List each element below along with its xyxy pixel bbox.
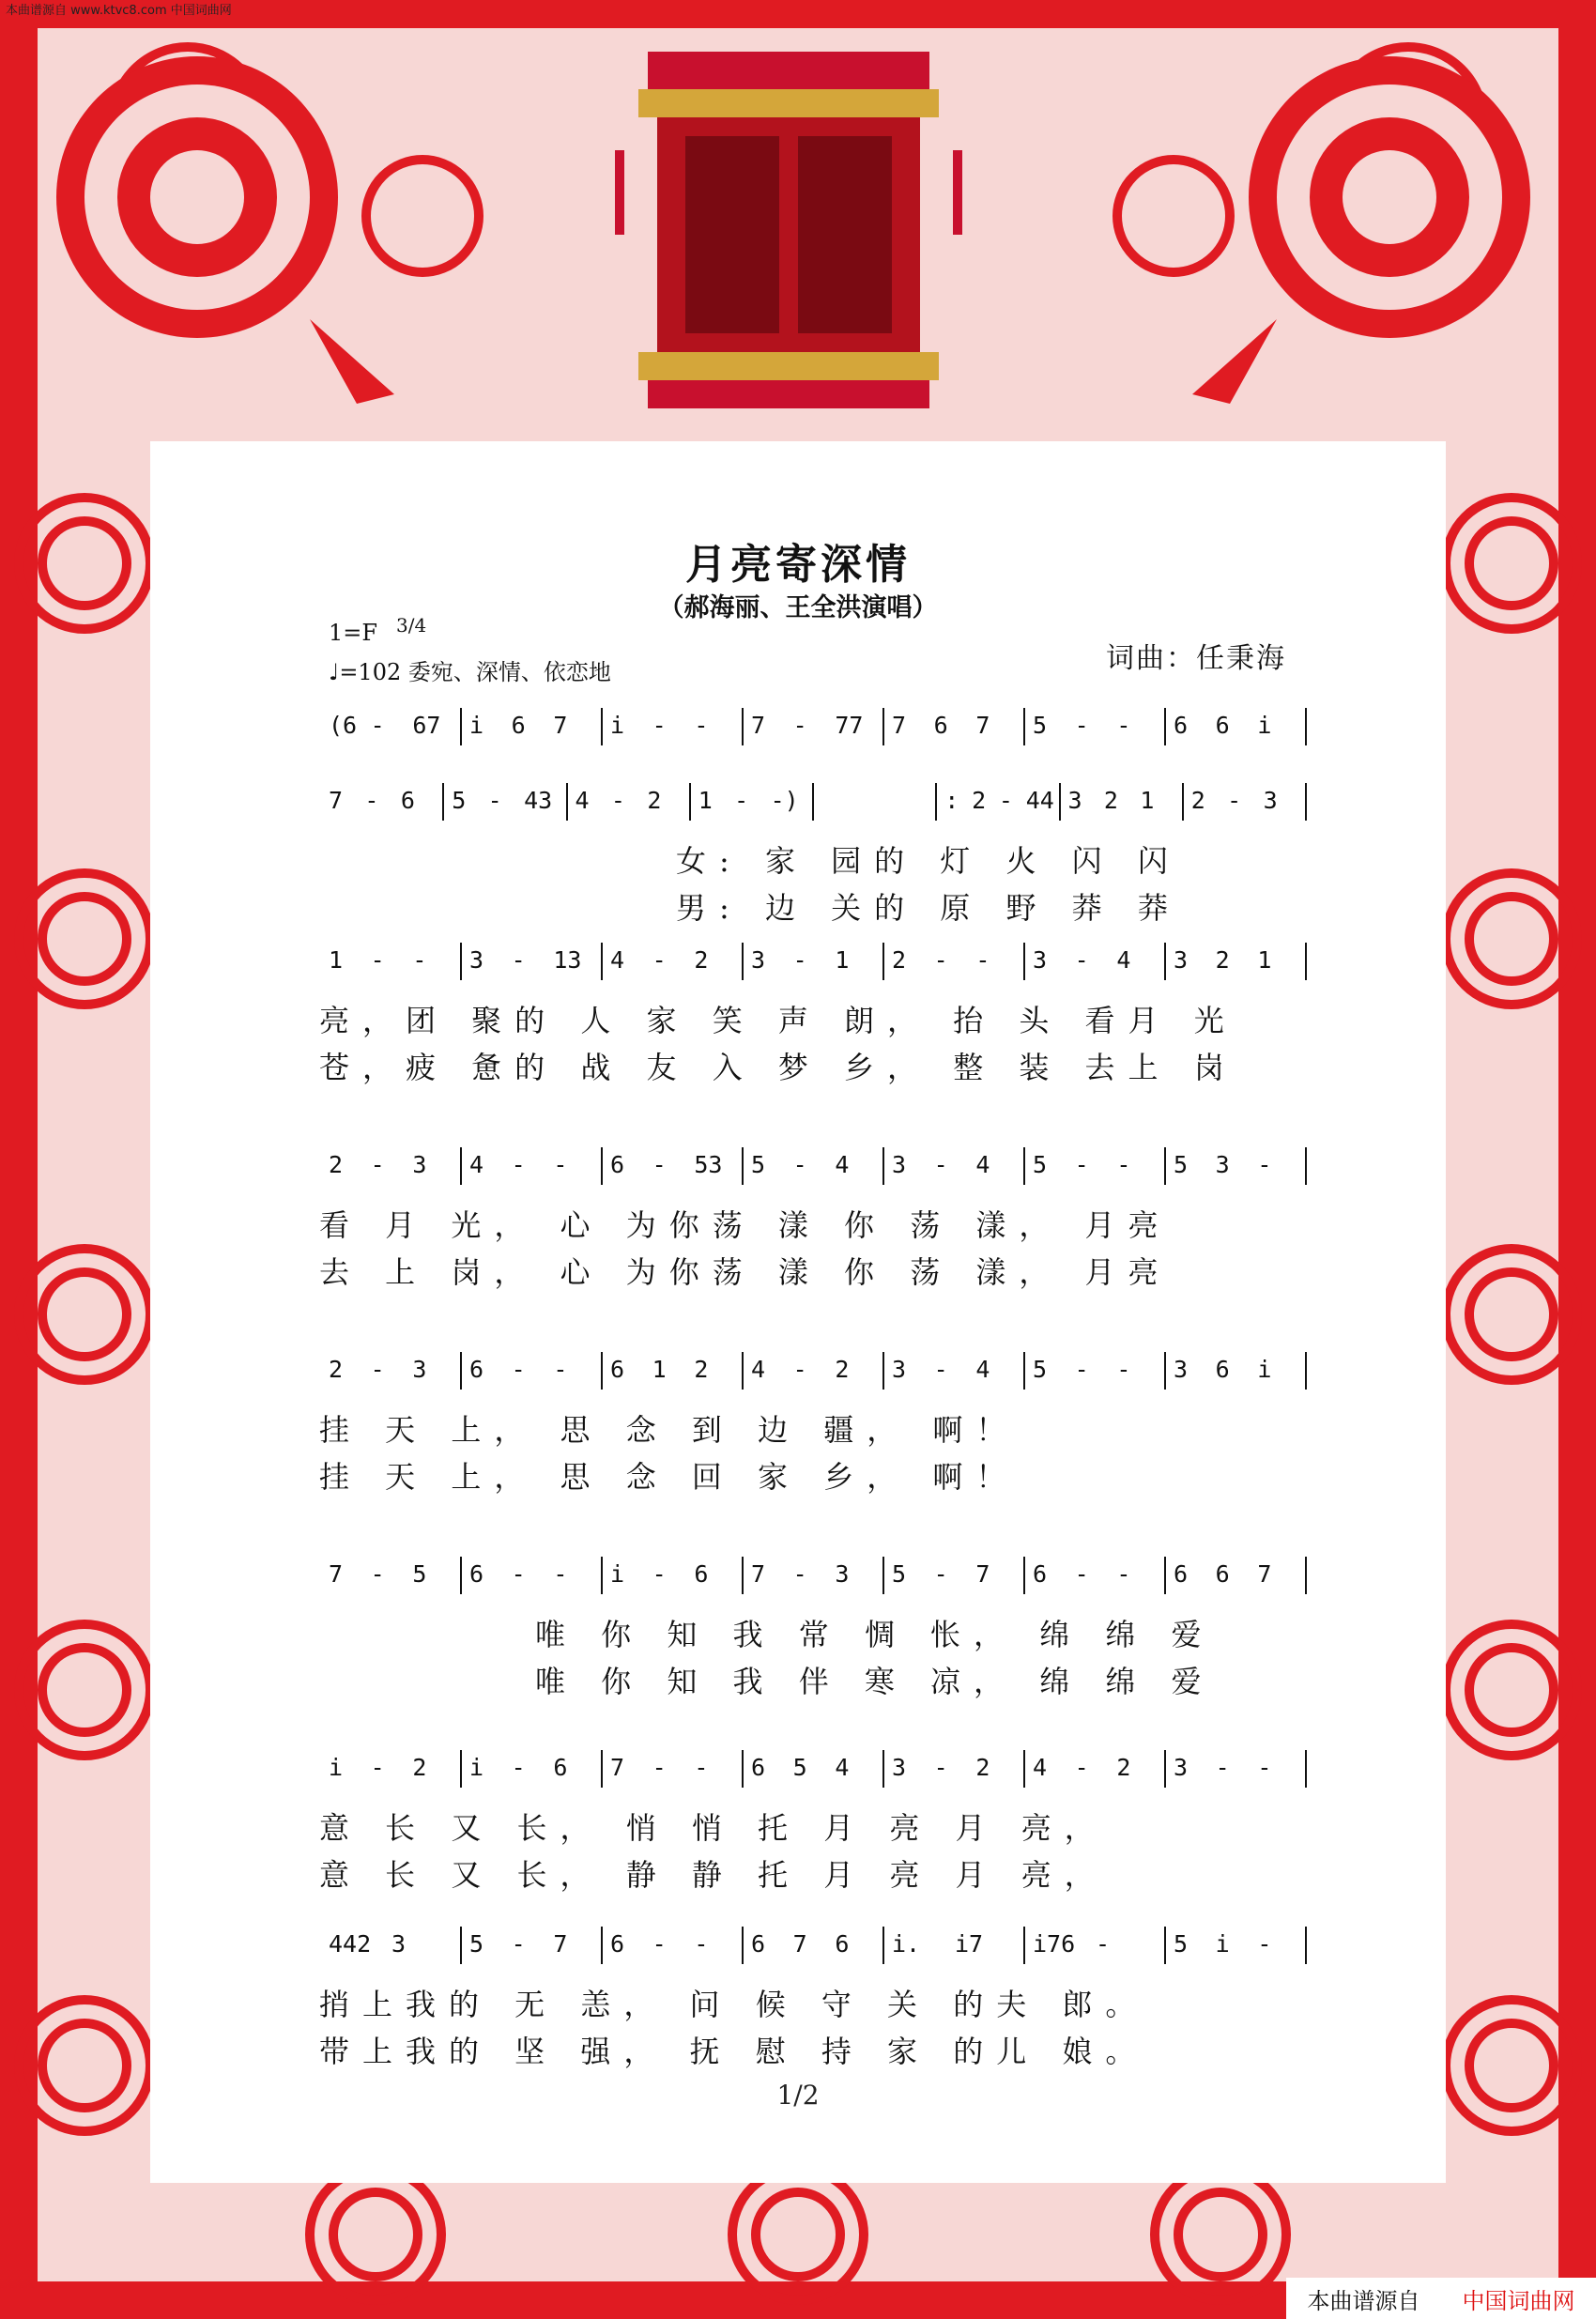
note: - bbox=[1096, 1930, 1111, 1958]
barline bbox=[742, 708, 744, 745]
note: 6 bbox=[610, 1151, 625, 1178]
notation-row bbox=[319, 1746, 1465, 1789]
barline bbox=[601, 943, 603, 980]
note: - bbox=[511, 1930, 526, 1958]
barline bbox=[460, 1557, 462, 1594]
barline bbox=[689, 783, 691, 821]
note: - bbox=[1074, 1356, 1089, 1383]
barline bbox=[935, 783, 937, 821]
lyric-line: 挂 天 上， 思 念 回 家 乡， 啊！ bbox=[319, 1459, 1020, 1495]
note: - bbox=[553, 1151, 568, 1178]
barline bbox=[742, 943, 744, 980]
note: - bbox=[933, 1356, 948, 1383]
barline bbox=[1164, 1927, 1166, 1964]
note: 7 bbox=[329, 787, 344, 814]
note: - bbox=[652, 712, 667, 739]
note: 3 bbox=[1174, 1356, 1189, 1383]
note: 3 bbox=[892, 1754, 907, 1781]
note: i bbox=[610, 712, 625, 739]
note: 5 bbox=[1174, 1151, 1189, 1178]
note: - bbox=[1074, 712, 1089, 739]
note: - bbox=[511, 946, 526, 974]
note: - bbox=[1116, 1560, 1131, 1588]
note: 7 bbox=[751, 712, 766, 739]
barline bbox=[882, 1557, 884, 1594]
barline bbox=[566, 783, 568, 821]
note: 1 bbox=[1140, 787, 1155, 814]
note: 2 bbox=[1190, 787, 1205, 814]
note: i bbox=[610, 1560, 625, 1588]
barline bbox=[601, 1352, 603, 1390]
note: i bbox=[469, 712, 484, 739]
note: 3 bbox=[412, 1151, 427, 1178]
barline bbox=[1305, 1750, 1307, 1788]
note: i. bbox=[892, 1930, 921, 1958]
barline bbox=[1023, 1750, 1025, 1788]
barline bbox=[442, 783, 444, 821]
note: - bbox=[1227, 787, 1242, 814]
note: 5 bbox=[469, 1930, 484, 1958]
note: 1 bbox=[698, 787, 713, 814]
note: 4 bbox=[610, 946, 625, 974]
note: 7 bbox=[329, 1560, 344, 1588]
note: - bbox=[511, 1754, 526, 1781]
note: - bbox=[734, 787, 749, 814]
barline bbox=[1023, 1352, 1025, 1390]
note: - bbox=[1116, 1356, 1131, 1383]
note: 6 bbox=[751, 1754, 766, 1781]
key-signature: 1=F bbox=[329, 620, 378, 646]
note: 77 bbox=[835, 712, 864, 739]
barline bbox=[1305, 708, 1307, 745]
barline bbox=[1164, 708, 1166, 745]
notation-row bbox=[319, 939, 1465, 982]
note: 7 bbox=[610, 1754, 625, 1781]
barline bbox=[1164, 1557, 1166, 1594]
note: - bbox=[511, 1560, 526, 1588]
note: - bbox=[370, 712, 385, 739]
note: 3 bbox=[391, 1930, 407, 1958]
note: i bbox=[1257, 712, 1272, 739]
note: 44 bbox=[1025, 787, 1054, 814]
barline bbox=[742, 1557, 744, 1594]
barline bbox=[882, 1147, 884, 1185]
note: 4 bbox=[975, 1151, 990, 1178]
note: - bbox=[1074, 946, 1089, 974]
note: - bbox=[792, 712, 807, 739]
note: - bbox=[694, 1754, 709, 1781]
note: 6 bbox=[610, 1356, 625, 1383]
note: - bbox=[370, 1356, 385, 1383]
barline bbox=[601, 1147, 603, 1185]
barline bbox=[460, 1147, 462, 1185]
note: - bbox=[511, 1151, 526, 1178]
notation-row bbox=[319, 779, 1465, 822]
note: 442 bbox=[329, 1930, 372, 1958]
lyric-line: 看 月 光， 心 为你荡 漾 你 荡 漾， 月亮 bbox=[319, 1207, 1172, 1243]
note: - bbox=[1116, 712, 1131, 739]
lyric-line: 苍，疲 惫的 战 友 入 梦 乡， 整 装 去上 岗 bbox=[319, 1050, 1237, 1085]
note: 7 bbox=[975, 712, 990, 739]
note: 7 bbox=[553, 1930, 568, 1958]
note: 6 bbox=[610, 1930, 625, 1958]
note: i bbox=[1257, 1356, 1272, 1383]
note: 6 bbox=[1215, 712, 1230, 739]
note: 53 bbox=[694, 1151, 723, 1178]
barline bbox=[882, 943, 884, 980]
barline bbox=[601, 1750, 603, 1788]
note: - bbox=[1257, 1151, 1272, 1178]
barline bbox=[882, 1750, 884, 1788]
note: 2 bbox=[892, 946, 907, 974]
barline bbox=[1023, 1927, 1025, 1964]
note: - bbox=[412, 946, 427, 974]
barline bbox=[1164, 943, 1166, 980]
note: 6 bbox=[751, 1930, 766, 1958]
note: - bbox=[792, 946, 807, 974]
barline bbox=[1305, 1927, 1307, 1964]
note: - bbox=[553, 1560, 568, 1588]
note: 3 bbox=[1033, 946, 1048, 974]
note: 6 bbox=[1174, 1560, 1189, 1588]
note: 4 bbox=[1116, 946, 1131, 974]
barline bbox=[601, 1557, 603, 1594]
note: - bbox=[652, 1560, 667, 1588]
note: - bbox=[1116, 1151, 1131, 1178]
note: 3 bbox=[469, 946, 484, 974]
barline bbox=[1023, 1557, 1025, 1594]
note: - bbox=[792, 1151, 807, 1178]
notation-row bbox=[319, 1553, 1465, 1596]
note: - bbox=[364, 787, 379, 814]
note: 2 bbox=[1116, 1754, 1131, 1781]
note: - bbox=[652, 1754, 667, 1781]
note: 5 bbox=[792, 1754, 807, 1781]
tempo-marking: ♩=102 委宛、深情、依恋地 bbox=[329, 659, 611, 685]
lyric-line: 男: 边 关的 原 野 莽 莽 bbox=[676, 890, 1181, 926]
footer-site-name: 中国词曲网 bbox=[1462, 2287, 1575, 2314]
note: 6 bbox=[1033, 1560, 1048, 1588]
barline bbox=[1305, 943, 1307, 980]
credit-line: 词曲：任秉海 bbox=[1106, 642, 1286, 675]
note: - bbox=[998, 787, 1013, 814]
note: - bbox=[933, 946, 948, 974]
performers: （郝海丽、王全洪演唱） bbox=[658, 593, 938, 622]
note: - bbox=[1257, 1754, 1272, 1781]
note: 2 bbox=[1215, 946, 1230, 974]
barline bbox=[460, 708, 462, 745]
note: 3 bbox=[1215, 1151, 1230, 1178]
note: 67 bbox=[412, 712, 441, 739]
note: 3 bbox=[1174, 946, 1189, 974]
note: - bbox=[652, 946, 667, 974]
note: 5 bbox=[751, 1151, 766, 1178]
barline bbox=[460, 1927, 462, 1964]
note: - bbox=[1257, 1930, 1272, 1958]
note: 2 bbox=[694, 1356, 709, 1383]
lyric-line: 女: 家 园的 灯 火 闪 闪 bbox=[676, 843, 1181, 879]
barline bbox=[812, 783, 814, 821]
note: 3 bbox=[412, 1356, 427, 1383]
note: 6 bbox=[400, 787, 415, 814]
note: - bbox=[694, 1930, 709, 1958]
note: i bbox=[469, 1754, 484, 1781]
barline bbox=[1305, 1557, 1307, 1594]
barline bbox=[882, 1927, 884, 1964]
note: 2 bbox=[975, 1754, 990, 1781]
barline bbox=[601, 1927, 603, 1964]
barline bbox=[1305, 1352, 1307, 1390]
note: i bbox=[329, 1754, 344, 1781]
note: - bbox=[370, 1151, 385, 1178]
note: 7 bbox=[1257, 1560, 1272, 1588]
note: 3 bbox=[1067, 787, 1082, 814]
lyric-line: 挂 天 上， 思 念 到 边 疆， 啊！ bbox=[319, 1412, 1020, 1448]
barline bbox=[1023, 943, 1025, 980]
page-number: 1/2 bbox=[776, 2080, 820, 2111]
note: - bbox=[487, 787, 502, 814]
barline bbox=[1182, 783, 1184, 821]
note: i76 bbox=[1033, 1930, 1076, 1958]
note: 3 bbox=[751, 946, 766, 974]
note: 5 bbox=[412, 1560, 427, 1588]
note: 3 bbox=[892, 1356, 907, 1383]
note: 4 bbox=[975, 1356, 990, 1383]
note: - bbox=[1215, 1754, 1230, 1781]
note: 2 bbox=[694, 946, 709, 974]
note: - bbox=[370, 1754, 385, 1781]
barline bbox=[742, 1147, 744, 1185]
note: - bbox=[370, 1560, 385, 1588]
barline bbox=[1059, 783, 1061, 821]
note: 6 bbox=[511, 712, 526, 739]
note: - bbox=[1074, 1560, 1089, 1588]
barline bbox=[1023, 708, 1025, 745]
song-title: 月亮寄深情 bbox=[685, 541, 911, 589]
note: 6 bbox=[1215, 1356, 1230, 1383]
note: 6 bbox=[1174, 712, 1189, 739]
note: 3 bbox=[835, 1560, 850, 1588]
note: - bbox=[652, 1930, 667, 1958]
score-sheet bbox=[150, 441, 1446, 2183]
note: 3 bbox=[1174, 1754, 1189, 1781]
time-signature: 3/4 bbox=[396, 614, 427, 637]
note: - bbox=[511, 1356, 526, 1383]
note: 6 bbox=[933, 712, 948, 739]
note: - bbox=[933, 1151, 948, 1178]
note: - bbox=[652, 1151, 667, 1178]
barline bbox=[1023, 1147, 1025, 1185]
note: 6 bbox=[469, 1560, 484, 1588]
note: 7 bbox=[975, 1560, 990, 1588]
note: - bbox=[694, 712, 709, 739]
barline bbox=[1164, 1147, 1166, 1185]
note: 1 bbox=[835, 946, 850, 974]
note: 2 bbox=[329, 1151, 344, 1178]
lyric-line: 捎上我的 无 恙， 问 候 守 关 的夫 郎。 bbox=[319, 1987, 1149, 2022]
note: 4 bbox=[835, 1151, 850, 1178]
note: 13 bbox=[553, 946, 582, 974]
note: 7 bbox=[751, 1560, 766, 1588]
footer-source-label: 本曲谱源自 bbox=[1307, 2287, 1420, 2314]
notation-row bbox=[319, 704, 1465, 747]
barline bbox=[1164, 1352, 1166, 1390]
note: - bbox=[792, 1560, 807, 1588]
barline bbox=[460, 943, 462, 980]
note: -) bbox=[770, 787, 799, 814]
barline bbox=[1305, 1147, 1307, 1185]
note: 2 bbox=[412, 1754, 427, 1781]
note: 5 bbox=[452, 787, 467, 814]
note: 6 bbox=[1215, 1560, 1230, 1588]
barline bbox=[742, 1750, 744, 1788]
source-watermark: 本曲谱源自 www.ktvc8.com 中国词曲网 bbox=[6, 4, 232, 18]
note: 6 bbox=[694, 1560, 709, 1588]
barline bbox=[742, 1352, 744, 1390]
lantern-illustration bbox=[615, 52, 962, 408]
note: - bbox=[933, 1560, 948, 1588]
lyric-line: 唯 你 知 我 常 惆 怅， 绵 绵 爱 bbox=[535, 1617, 1215, 1652]
barline bbox=[882, 708, 884, 745]
note: 7 bbox=[792, 1930, 807, 1958]
note: 3 bbox=[892, 1151, 907, 1178]
barline bbox=[460, 1750, 462, 1788]
note: - bbox=[553, 1356, 568, 1383]
note: - bbox=[370, 946, 385, 974]
note: (6 bbox=[329, 712, 358, 739]
note: 5 bbox=[1174, 1930, 1189, 1958]
note: 6 bbox=[469, 1356, 484, 1383]
notation-row bbox=[319, 1144, 1465, 1187]
note: : bbox=[944, 787, 959, 814]
barline bbox=[882, 1352, 884, 1390]
note: 4 bbox=[1033, 1754, 1048, 1781]
note: - bbox=[1074, 1151, 1089, 1178]
note: 4 bbox=[575, 787, 590, 814]
note: 1 bbox=[329, 946, 344, 974]
note: 4 bbox=[751, 1356, 766, 1383]
note: 2 bbox=[329, 1356, 344, 1383]
notation-row bbox=[319, 1923, 1465, 1966]
note: 2 bbox=[835, 1356, 850, 1383]
note: - bbox=[975, 946, 990, 974]
lyric-line: 意 长 又 长， 悄 悄 托 月 亮 月 亮， bbox=[319, 1810, 1108, 1846]
note: 2 bbox=[972, 787, 987, 814]
note: 7 bbox=[892, 712, 907, 739]
barline bbox=[742, 1927, 744, 1964]
note: 7 bbox=[553, 712, 568, 739]
barline bbox=[601, 708, 603, 745]
note: - bbox=[792, 1356, 807, 1383]
note: 5 bbox=[1033, 712, 1048, 739]
note: 6 bbox=[835, 1930, 850, 1958]
note: 1 bbox=[1257, 946, 1272, 974]
note: i7 bbox=[955, 1930, 984, 1958]
note: - bbox=[933, 1754, 948, 1781]
note: - bbox=[1074, 1754, 1089, 1781]
note: 6 bbox=[553, 1754, 568, 1781]
barline bbox=[1164, 1750, 1166, 1788]
note: - bbox=[610, 787, 625, 814]
footer-source bbox=[1286, 2278, 1596, 2319]
note: 2 bbox=[647, 787, 662, 814]
note: 4 bbox=[835, 1754, 850, 1781]
lyric-line: 去 上 岗， 心 为你荡 漾 你 荡 漾， 月亮 bbox=[319, 1254, 1172, 1290]
note: 5 bbox=[1033, 1356, 1048, 1383]
lyric-line: 唯 你 知 我 伴 寒 凉， 绵 绵 爱 bbox=[535, 1664, 1215, 1699]
note: 2 bbox=[1103, 787, 1118, 814]
lyric-line: 亮，团 聚的 人 家 笑 声 朗， 抬 头 看月 光 bbox=[319, 1003, 1237, 1038]
barline bbox=[1305, 783, 1307, 821]
note: 1 bbox=[652, 1356, 667, 1383]
note: 5 bbox=[1033, 1151, 1048, 1178]
note: 43 bbox=[524, 787, 553, 814]
note: 5 bbox=[892, 1560, 907, 1588]
note: 3 bbox=[1263, 787, 1278, 814]
note: 4 bbox=[469, 1151, 484, 1178]
lyric-line: 带上我的 坚 强， 抚 慰 持 家 的儿 娘。 bbox=[319, 2034, 1149, 2069]
note: i bbox=[1215, 1930, 1230, 1958]
barline bbox=[460, 1352, 462, 1390]
lyric-line: 意 长 又 长， 静 静 托 月 亮 月 亮， bbox=[319, 1857, 1108, 1893]
notation-row bbox=[319, 1348, 1465, 1391]
